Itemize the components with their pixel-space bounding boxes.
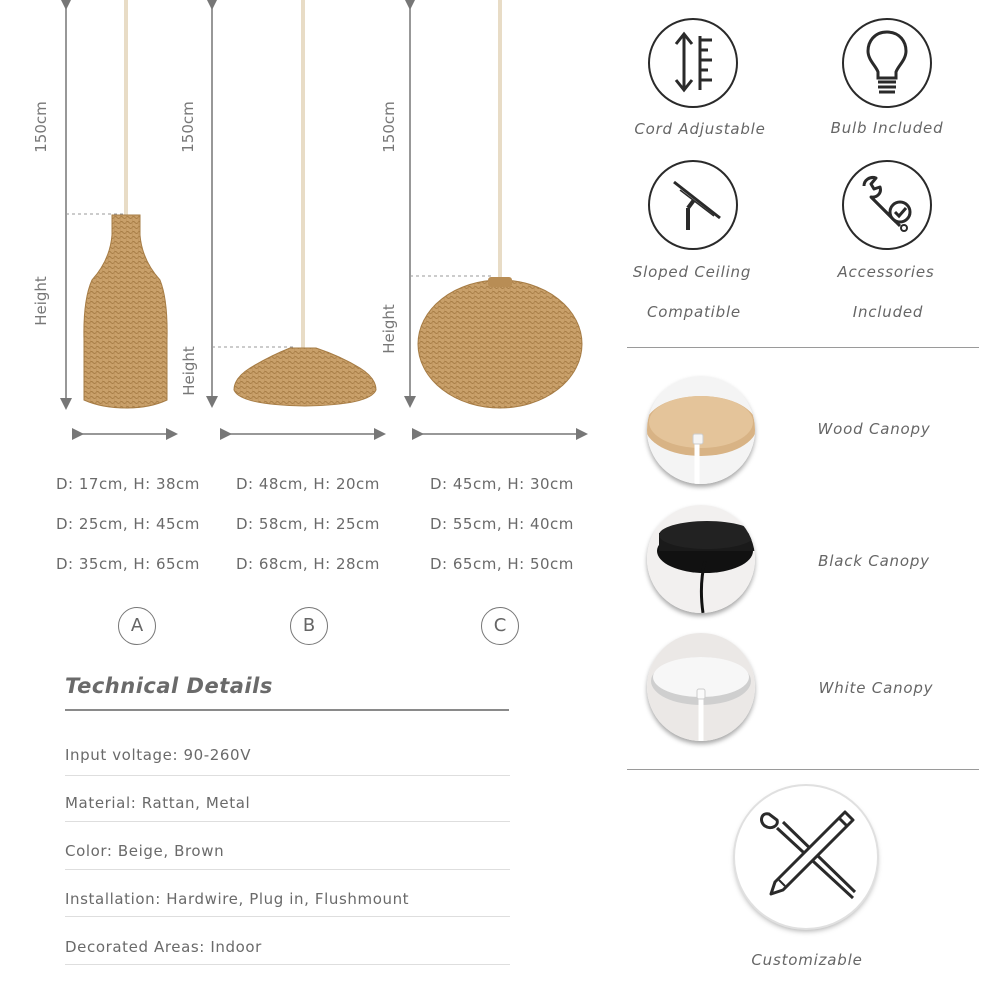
lamp-b-height-label: Height	[180, 346, 198, 396]
lamp-c-size-2: D: 55cm, H: 40cm	[430, 515, 574, 533]
lamp-a-cord-label: 150cm	[32, 101, 50, 153]
sloped-ceiling-label-line-1: Sloped Ceiling	[632, 263, 752, 281]
lamp-a-size-1: D: 17cm, H: 38cm	[56, 475, 200, 493]
tech-row-voltage: Input voltage: 90-260V	[65, 746, 510, 776]
lamp-b-size-3: D: 68cm, H: 28cm	[236, 555, 380, 573]
lamp-c-size-3: D: 65cm, H: 50cm	[430, 555, 574, 573]
white-canopy-photo	[647, 633, 755, 741]
light-bulb-icon	[842, 18, 932, 108]
wrench-check-icon	[842, 160, 932, 250]
features-divider-2	[627, 769, 979, 770]
technical-details-title: Technical Details	[65, 674, 273, 698]
accessories-label-line-1: Accessories	[837, 263, 935, 281]
lamp-b-cord-label: 150cm	[179, 101, 197, 153]
lamp-c-cord-label: 150cm	[380, 101, 398, 153]
lamp-b-size-2: D: 58cm, H: 25cm	[236, 515, 380, 533]
sloped-ceiling-icon	[648, 160, 738, 250]
lamp-c-drawing	[410, 0, 582, 434]
tech-row-color: Color: Beige, Brown	[65, 842, 510, 870]
cord-adjustable-label: Cord Adjustable	[634, 120, 766, 138]
lamp-a-drawing	[66, 0, 172, 434]
lamp-a-size-2: D: 25cm, H: 45cm	[56, 515, 200, 533]
white-canopy-label: White Canopy	[818, 679, 934, 697]
lamp-a-height-label: Height	[32, 276, 50, 326]
lamp-c-height-label: Height	[380, 304, 398, 354]
black-canopy-photo	[647, 505, 755, 613]
brush-pencil-icon	[735, 786, 877, 928]
cord-adjustable-icon	[648, 18, 738, 108]
sloped-ceiling-label-line-2: Compatible	[647, 303, 741, 321]
lamp-c-size-1: D: 45cm, H: 30cm	[430, 475, 574, 493]
bulb-included-label: Bulb Included	[830, 119, 944, 137]
tech-row-installation: Installation: Hardwire, Plug in, Flushmount	[65, 890, 510, 917]
lamp-b-drawing	[212, 0, 380, 434]
wood-canopy-photo	[647, 376, 755, 484]
tech-row-material: Material: Rattan, Metal	[65, 794, 510, 822]
dimension-diagram	[0, 0, 600, 450]
lamp-b-letter: B	[290, 607, 328, 645]
customizable-label: Customizable	[751, 951, 863, 969]
lamp-a-letter: A	[118, 607, 156, 645]
lamp-c-letter: C	[481, 607, 519, 645]
technical-details-divider	[65, 709, 509, 711]
tech-row-areas: Decorated Areas: Indoor	[65, 938, 510, 965]
wood-canopy-label: Wood Canopy	[817, 420, 931, 438]
accessories-label-line-2: Included	[852, 303, 924, 321]
features-divider-1	[627, 347, 979, 348]
lamp-a-size-3: D: 35cm, H: 65cm	[56, 555, 200, 573]
black-canopy-label: Black Canopy	[818, 552, 930, 570]
lamp-b-size-1: D: 48cm, H: 20cm	[236, 475, 380, 493]
